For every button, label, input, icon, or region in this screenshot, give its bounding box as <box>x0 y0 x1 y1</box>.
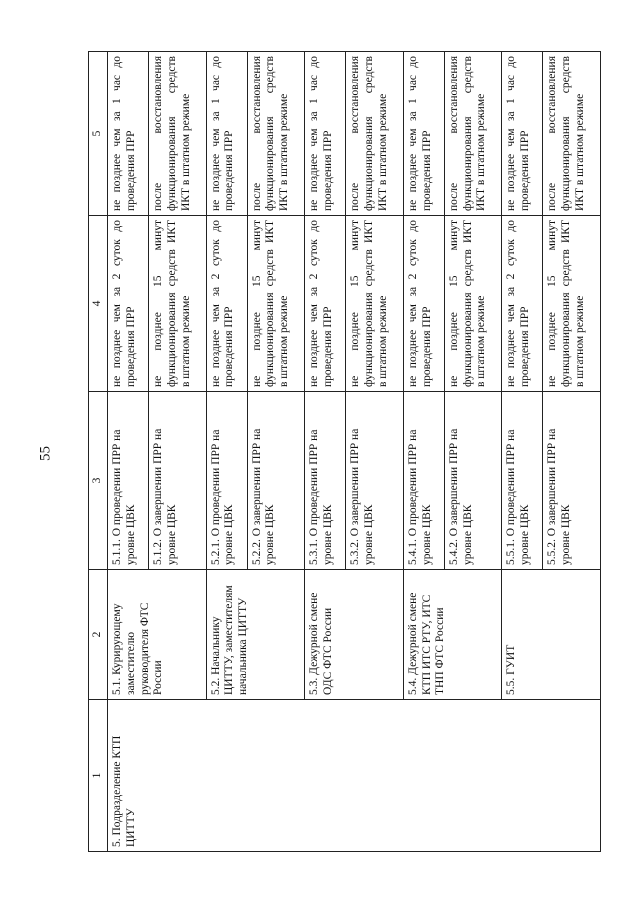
note-cell: не позднее чем за 1 час до проведения ПРР <box>206 52 247 216</box>
event-cell: 5.5.1. О проведении ПРР на уровне ЦВК <box>502 392 543 570</box>
page-number: 55 <box>37 446 54 461</box>
note-cell: после восстановления функционирования средств ИКТ в штатном режиме <box>444 52 501 216</box>
term-cell: не позднее 15 минут функционирования средств ИКТ в штатном режиме <box>346 216 403 392</box>
note-cell: не позднее чем за 1 час до проведения ПРР <box>403 52 444 216</box>
recipient-cell: 5.1. Курирующему заместителю руководителя ФТС России <box>108 570 207 700</box>
recipient-cell: 5.4. Дежурной смене КТП ИТС РТУ, ИТС ТНП ФТС России <box>403 570 502 700</box>
note-cell: после восстановления функционирования средств ИКТ в штатном режиме <box>149 52 206 216</box>
term-cell: не позднее чем за 2 суток до проведения ПРР <box>305 216 346 392</box>
recipient-cell: 5.2. Начальнику ЦИТТУ, заместителям начальника ЦИТТУ <box>206 570 305 700</box>
col-header-4: 4 <box>89 216 108 392</box>
term-cell: не позднее чем за 2 суток до проведения ПРР <box>108 216 149 392</box>
note-cell: после восстановления функционирования средств ИКТ в штатном режиме <box>346 52 403 216</box>
event-cell: 5.3.2. О завершении ПРР на уровне ЦВК <box>346 392 403 570</box>
recipient-cell: 5.3. Дежурной смене ОДС ФТС России <box>305 570 404 700</box>
term-cell: не позднее чем за 2 суток до проведения ПРР <box>206 216 247 392</box>
header-row <box>89 52 108 852</box>
event-cell: 5.2.2. О завершении ПРР на уровне ЦВК <box>247 392 304 570</box>
term-cell: не позднее 15 минут функционирования средств ИКТ в штатном режиме <box>543 216 601 392</box>
notification-table <box>88 51 601 852</box>
col-header-1: 1 <box>89 700 108 852</box>
term-cell: не позднее 15 минут функционирования средств ИКТ в штатном режиме <box>444 216 501 392</box>
section-cell: 5. Подразделение КТП ЦИТТУ <box>108 700 601 852</box>
note-cell: не позднее чем за 1 час до проведения ПРР <box>305 52 346 216</box>
term-cell: не позднее 15 минут функционирования средств ИКТ в штатном режиме <box>247 216 304 392</box>
rotated-table-container <box>88 52 601 852</box>
event-cell: 5.5.2. О завершении ПРР на уровне ЦВК <box>543 392 601 570</box>
col-header-2: 2 <box>89 570 108 700</box>
recipient-cell: 5.5. ГУИТ <box>502 570 601 700</box>
col-header-5: 5 <box>89 52 108 216</box>
note-cell: не позднее чем за 1 час до проведения ПРР <box>108 52 149 216</box>
note-cell: после восстановления функционирования средств ИКТ в штатном режиме <box>247 52 304 216</box>
event-cell: 5.4.2. О завершении ПРР на уровне ЦВК <box>444 392 501 570</box>
term-cell: не позднее чем за 2 суток до проведения ПРР <box>502 216 543 392</box>
event-cell: 5.1.1. О проведении ПРР на уровне ЦВК <box>108 392 149 570</box>
term-cell: не позднее 15 минут функционирования средств ИКТ в штатном режиме <box>149 216 206 392</box>
event-cell: 5.4.1. О проведении ПРР на уровне ЦВК <box>403 392 444 570</box>
col-header-3: 3 <box>89 392 108 570</box>
note-cell: не позднее чем за 1 час до проведения ПРР <box>502 52 543 216</box>
note-cell: после восстановления функционирования средств ИКТ в штатном режиме <box>543 52 601 216</box>
event-cell: 5.2.1. О проведении ПРР на уровне ЦВК <box>206 392 247 570</box>
event-cell: 5.3.1. О проведении ПРР на уровне ЦВК <box>305 392 346 570</box>
event-cell: 5.1.2. О завершении ПРР на уровне ЦВК <box>149 392 206 570</box>
table-row <box>108 52 149 852</box>
rotated-page <box>88 52 601 852</box>
term-cell: не позднее чем за 2 суток до проведения ПРР <box>403 216 444 392</box>
